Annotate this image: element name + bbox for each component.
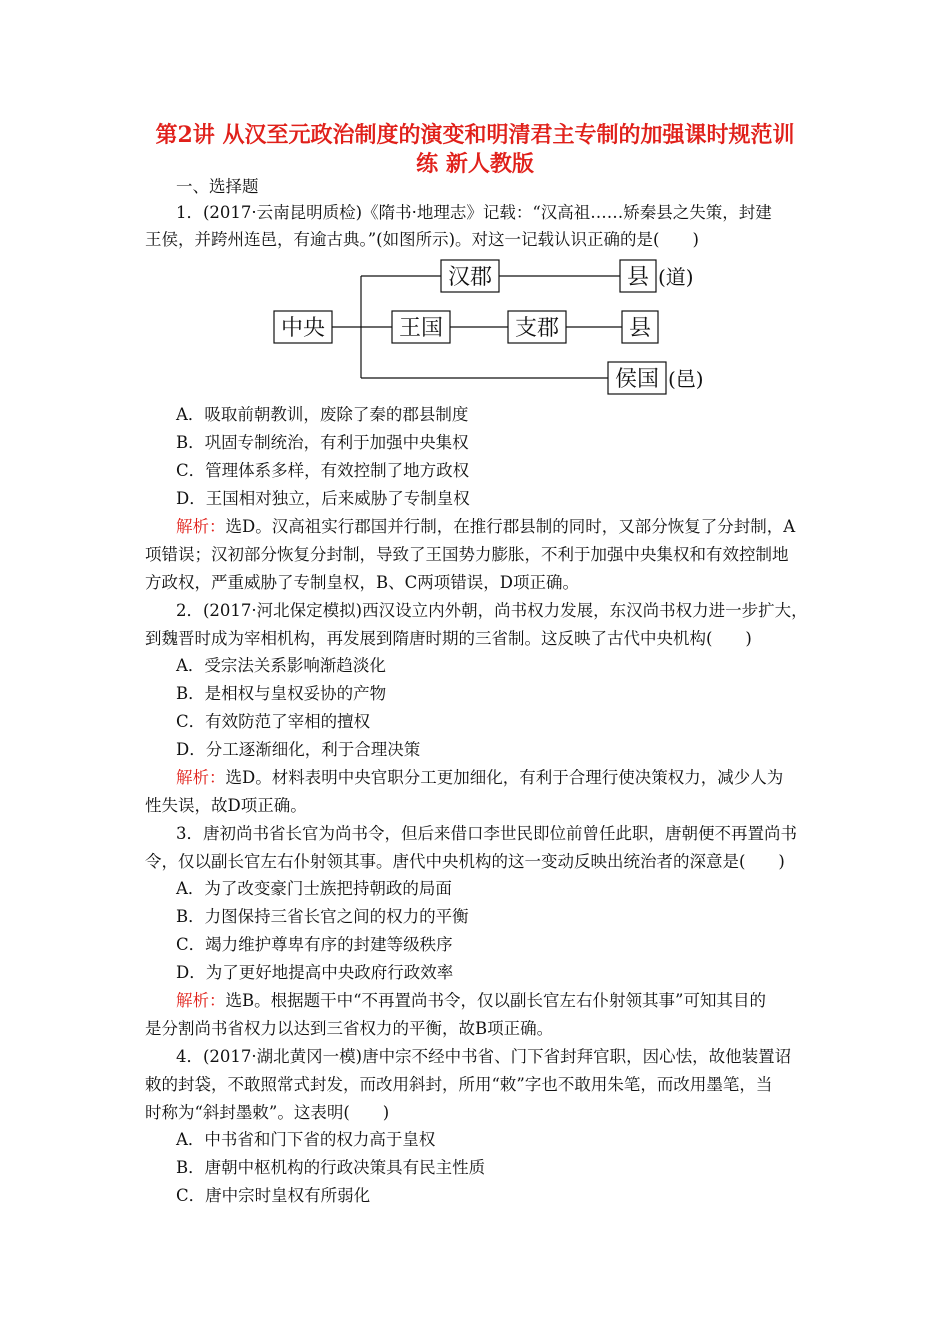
- xian-dao-label: 县: [626, 265, 650, 290]
- analysis-label: 解析：: [176, 991, 226, 1010]
- q2-analysis-line1: [176, 767, 846, 789]
- q4-option-a: A．中书省和门下省的权力高于皇权: [176, 1130, 436, 1149]
- q3-stem-line1: 3．唐初尚书省长官为尚书令，但后来借口李世民即位前曾任此职，唐朝便不再置尚书: [176, 824, 797, 843]
- q3-stem-line2: 令，仅以副长官左右仆射领其事。唐代中央机构的这一变动反映出统治者的深意是( ): [145, 852, 785, 871]
- q3-option-d: D．为了更好地提高中央政府行政效率: [176, 963, 454, 982]
- hanjun-label: 汉郡: [447, 265, 493, 290]
- q2-stem-line2: 到魏晋时成为宰相机构，再发展到隋唐时期的三省制。这反映了古代中央机构( ): [145, 629, 752, 648]
- q4-option-b: B．唐朝中枢机构的行政决策具有民主性质: [176, 1158, 486, 1177]
- analysis-label: 解析：: [176, 768, 226, 787]
- q4-stem-line1: 4．(2017·湖北黄冈一模)唐中宗不经中书省、门下省封拜官职，因心怯，故他装置诏: [176, 1047, 792, 1066]
- houguo-suffix: (邑): [668, 367, 704, 391]
- q1-diagram: [0, 250, 950, 400]
- q1-analysis-line2: 项错误；汉初部分恢复分封制，导致了王国势力膨胀，不利于加强中央集权和有效控制地: [145, 545, 789, 564]
- q3-analysis-line1: [176, 990, 846, 1012]
- q1-option-d: D．王国相对独立，后来威胁了专制皇权: [176, 489, 470, 508]
- q2-option-c: C．有效防范了宰相的擅权: [176, 712, 371, 731]
- wangguo-label: 王国: [398, 316, 444, 341]
- section-heading: 一、选择题: [176, 177, 259, 196]
- central-label: 中央: [280, 316, 326, 341]
- q2-option-a: A．受宗法关系影响渐趋淡化: [176, 656, 386, 675]
- q1-option-c: C．管理体系多样，有效控制了地方政权: [176, 461, 470, 480]
- q1-stem-line1: 1．(2017·云南昆明质检)《隋书·地理志》记载：“汉高祖……矫秦县之失策，封建: [176, 203, 772, 222]
- q3-option-a: A．为了改变豪门士族把持朝政的局面: [176, 879, 452, 898]
- houguo-label: 侯国: [614, 367, 660, 392]
- page-title-line1: 第2讲 从汉至元政治制度的演变和明清君主专制的加强课时规范训: [155, 122, 795, 148]
- analysis-text: 选B。根据题干中“不再置尚书令，仅以副长官左右仆射领其事”可知其目的: [225, 991, 766, 1010]
- q1-analysis-line1: [176, 516, 846, 538]
- q2-analysis-line2: 性失误，故D项正确。: [145, 796, 307, 815]
- xian-label: 县: [628, 316, 652, 341]
- q1-option-a: A．吸取前朝教训，废除了秦的郡县制度: [176, 405, 469, 424]
- q2-stem-line1: 2．(2017·河北保定模拟)西汉设立内外朝，尚书权力发展，东汉尚书权力进一步扩大，: [176, 601, 808, 620]
- zhijun-label: 支郡: [514, 316, 560, 341]
- xian-dao-suffix: (道): [658, 265, 694, 289]
- q2-option-d: D．分工逐渐细化，利于合理决策: [176, 740, 421, 759]
- analysis-text: 选D。汉高祖实行郡国并行制，在推行郡县制的同时，又部分恢复了分封制，A: [225, 517, 796, 536]
- q3-option-b: B．力图保持三省长官之间的权力的平衡: [176, 907, 469, 926]
- page-title-line2: 练 新人教版: [416, 151, 534, 177]
- q4-option-c: C．唐中宗时皇权有所弱化: [176, 1186, 371, 1205]
- q3-option-c: C．竭力维护尊卑有序的封建等级秩序: [176, 935, 453, 954]
- analysis-label: 解析：: [176, 517, 226, 536]
- q4-stem-line3: 时称为“斜封墨敕”。这表明( ): [145, 1103, 390, 1122]
- q2-option-b: B．是相权与皇权妥协的产物: [176, 684, 387, 703]
- q3-analysis-line2: 是分割尚书省权力以达到三省权力的平衡，故B项正确。: [145, 1019, 554, 1038]
- analysis-text: 选D。材料表明中央官职分工更加细化，有利于合理行使决策权力，减少人为: [225, 768, 784, 787]
- q1-analysis-line3: 方政权，严重威胁了专制皇权，B、C两项错误，D项正确。: [145, 573, 579, 592]
- q1-option-b: B．巩固专制统治，有利于加强中央集权: [176, 433, 469, 452]
- q1-stem-line2: 王侯，并跨州连邑，有逾古典。”(如图所示)。对这一记载认识正确的是( ): [145, 230, 699, 249]
- q4-stem-line2: 敕的封袋，不敢照常式封发，而改用斜封，所用“敕”字也不敢用朱笔，而改用墨笔，当: [145, 1075, 773, 1094]
